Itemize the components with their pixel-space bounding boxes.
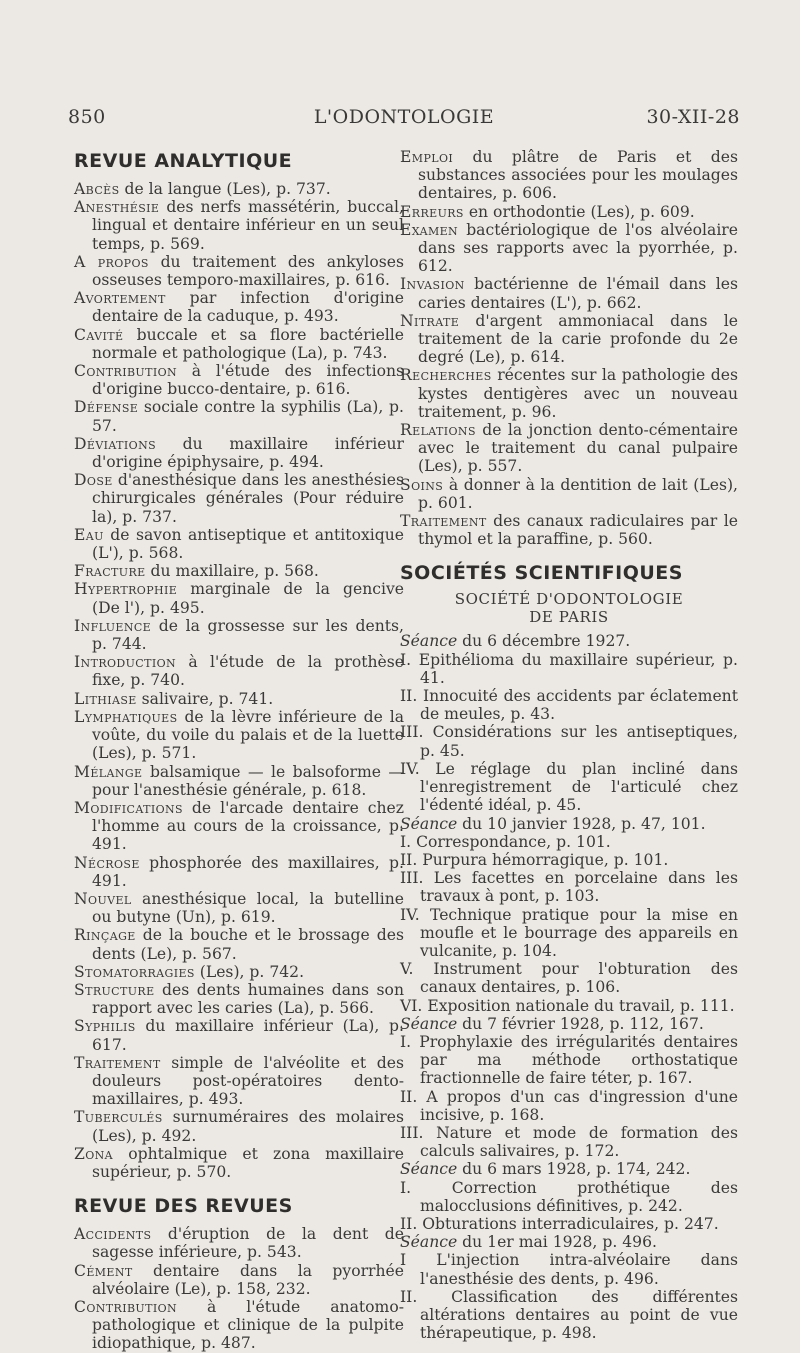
entry-keyword: Introduction: [74, 653, 177, 672]
index-list: [400, 148, 738, 548]
entry-keyword: Lymphatiques: [74, 707, 178, 726]
entry-keyword: Recherches: [400, 366, 492, 385]
entry-text: à l'étude anatomo-pathologique et clinique de la pulpite idiopathique, p. 487.: [92, 1297, 404, 1353]
entry-keyword: Cavité: [74, 325, 124, 344]
seance-label: Séance: [400, 1160, 458, 1179]
entry-keyword: Relations: [400, 421, 476, 440]
entry-text: marginale de la gencive (De l'), p. 495.: [92, 580, 404, 617]
entry-text: de savon antiseptique et antitoxique (L'), p. 568.: [92, 525, 404, 563]
entry-keyword: Contribution: [74, 1297, 178, 1316]
entry-text: de la lèvre inférieure de la voûte, du voile du palais et de la luette (Les), p. 571.: [92, 707, 404, 763]
index-entry: [74, 708, 404, 763]
entry-keyword: Rinçage: [74, 926, 136, 945]
entry-text: du plâtre de Paris et des substances associées pour les moulages dentaires, p. 606.: [418, 148, 738, 203]
seance-item: VI. Exposition nationale du travail, p. 111.: [400, 996, 735, 1015]
entry-keyword: Zona: [74, 1144, 114, 1163]
index-entry: [400, 421, 738, 476]
left-column: [74, 148, 404, 1353]
index-entry: [74, 1145, 404, 1181]
index-entry: [74, 963, 404, 981]
index-entry: [74, 398, 404, 434]
entry-text: à l'étude des infections d'origine bucco-dentaire, p. 616.: [92, 362, 404, 399]
index-entry: [74, 617, 404, 653]
entry-keyword: Modifications: [74, 798, 183, 817]
seance-item: IV. Le réglage du plan incliné dans l'enregistrement de l'articulé chez l'édenté idéal, p. 45.: [400, 759, 738, 815]
entry-keyword: Défense: [74, 398, 139, 417]
entry-text: de la langue (Les), p. 737.: [119, 180, 331, 198]
entry-keyword: Anesthésie: [74, 198, 160, 217]
index-entry: [74, 562, 404, 580]
entry-text: buccale et sa flore bactérielle normale et pathologique (La), p. 743.: [92, 325, 404, 362]
seance-label: Séance: [400, 814, 458, 833]
society-name: [400, 590, 738, 626]
section-title-revue-des-revues: REVUE DES REVUES: [74, 1195, 293, 1218]
entry-keyword: Traitement: [74, 1053, 161, 1072]
entry-text: dentaire dans la pyorrhée alvéolaire (Le), p. 158, 232.: [92, 1261, 404, 1298]
entry-keyword: Mélange: [74, 762, 143, 781]
entry-keyword: Traitement: [400, 512, 487, 531]
entry-keyword: Eau: [74, 525, 104, 544]
page-number: 850: [68, 106, 106, 128]
index-entry: [74, 1054, 404, 1109]
seance-item: II. Innocuité des accidents par éclatement de meules, p. 43.: [400, 687, 738, 724]
seance-date: du 1er mai 1928, p. 496.: [457, 1233, 657, 1252]
seance-item: II. Purpura hémorragique, p. 101.: [400, 850, 669, 869]
seance-item: I. Correspondance, p. 101.: [400, 832, 611, 851]
index-list: [74, 1225, 404, 1352]
index-entry: [74, 526, 404, 562]
seance-item: V. Instrument pour l'obturation des canaux dentaires, p. 106.: [400, 960, 738, 997]
index-entry: [74, 289, 404, 325]
seance-item: I. Epithélioma du maxillaire supérieur, p. 41.: [400, 650, 738, 687]
entry-keyword: Accidents: [74, 1225, 152, 1244]
index-entry: [74, 890, 404, 926]
entry-keyword: Avortement: [74, 289, 166, 308]
entry-keyword: Soins: [400, 475, 444, 494]
index-entry: [400, 221, 738, 276]
entry-keyword: Nitrate: [400, 311, 460, 330]
seance-item: I. Correction prothétique des malocclusions définitives, p. 242.: [400, 1178, 738, 1215]
seance-list: [400, 632, 738, 1342]
seance-heading: [400, 1233, 738, 1251]
entry-text: des canaux radiculaires par le thymol et la paraffine, p. 560.: [418, 512, 738, 549]
entry-keyword: Déviations: [74, 434, 157, 453]
entry-text: simple de l'alvéolite et des douleurs post-opératoires dento-maxillaires, p. 493.: [92, 1053, 404, 1109]
index-entry: [400, 275, 738, 311]
entry-keyword: Invasion: [400, 275, 465, 294]
entry-text: du maxillaire inférieur d'origine épiphysaire, p. 494.: [92, 434, 404, 472]
index-entry: [74, 253, 404, 289]
entry-keyword: Stomatorragies: [74, 962, 195, 981]
entry-text: sociale contre la syphilis (La), p. 57.: [92, 398, 404, 435]
entry-text: surnuméraires des molaires (Les), p. 492.: [92, 1108, 404, 1145]
index-entry: [74, 1108, 404, 1144]
index-entry: [74, 1017, 404, 1053]
seance-label: Séance: [400, 632, 458, 651]
entry-text: récentes sur la pathologie des kystes dentigères avec un nouveau traitement, p. 96.: [418, 366, 738, 421]
entry-keyword: Nouvel: [74, 889, 132, 908]
index-entry: [74, 362, 404, 398]
entry-text: de l'arcade dentaire chez l'homme au cours de la croissance, p. 491.: [92, 798, 404, 854]
index-entry: [74, 1298, 404, 1353]
seance-item: II. Classification des différentes altérations dentaires au point de vue thérapeutique, p. 498.: [400, 1287, 738, 1343]
index-entry: [400, 512, 738, 548]
entry-text: du traitement des ankyloses osseuses temporo-maxillaires, p. 616.: [92, 252, 404, 290]
entry-keyword: Emploi: [400, 148, 454, 166]
entry-text: (Les), p. 742.: [194, 962, 305, 981]
index-entry: [400, 366, 738, 421]
entry-keyword: Cément: [74, 1261, 133, 1280]
journal-title: L'ODONTOLOGIE: [313, 106, 495, 128]
entry-text: du maxillaire inférieur (La), p. 617.: [92, 1017, 404, 1054]
seance-label: Séance: [400, 1233, 458, 1252]
entry-text: en orthodontie (Les), p. 609.: [463, 202, 695, 221]
entry-text: ophtalmique et zona maxillaire supérieur, p. 570.: [92, 1144, 404, 1181]
entry-keyword: A propos: [74, 252, 149, 271]
index-entry: [400, 476, 738, 512]
index-entry: [74, 799, 404, 854]
entry-keyword: Syphilis: [74, 1017, 136, 1036]
entry-keyword: Dose: [74, 471, 113, 490]
seance-heading: [400, 632, 738, 650]
seance-heading: [400, 1160, 738, 1178]
seance-item: I. Prophylaxie des irrégularités dentaires par ma méthode orthostatique fractionnelle de faire téter, p. 167.: [400, 1032, 738, 1088]
running-header: [68, 106, 740, 140]
entry-text: d'éruption de la dent de sagesse inférieure, p. 543.: [92, 1225, 404, 1262]
index-entry: [400, 148, 738, 203]
entry-text: bactérienne de l'émail dans les caries dentaires (L'), p. 662.: [418, 275, 738, 312]
index-entry: [74, 198, 404, 253]
seance-heading: [400, 1015, 738, 1033]
index-entry: [74, 180, 404, 198]
seance-date: du 10 janvier 1928, p. 47, 101.: [457, 814, 706, 833]
seance-item: III. Nature et mode de formation des calculs salivaires, p. 172.: [400, 1123, 738, 1161]
entry-text: anesthésique local, la butelline ou butyne (Un), p. 619.: [92, 889, 404, 927]
entry-text: des dents humaines dans son rapport avec les caries (La), p. 566.: [92, 980, 404, 1018]
entry-keyword: Fracture: [74, 562, 146, 581]
index-entry: [74, 1225, 404, 1261]
seance-label: Séance: [400, 1014, 458, 1033]
society-name-line2: DE PARIS: [529, 608, 609, 627]
entry-keyword: Examen: [400, 220, 459, 239]
entry-keyword: Abcès: [74, 180, 120, 198]
index-entry: [400, 312, 738, 367]
entry-text: par infection d'origine dentaire de la caduque, p. 493.: [92, 289, 404, 326]
section-title-societes-scientifiques: SOCIÉTÉS SCIENTIFIQUES: [400, 562, 683, 585]
seance-item: II. Obturations interradiculaires, p. 247.: [400, 1214, 719, 1233]
entry-keyword: Influence: [74, 616, 152, 635]
entry-text: de la jonction dento-cémentaire avec le traitement du canal pulpaire (Les), p. 557.: [418, 421, 738, 476]
entry-keyword: Tuberculés: [74, 1108, 163, 1127]
entry-text: du maxillaire, p. 568.: [145, 562, 319, 581]
entry-keyword: Hypertrophie: [74, 580, 178, 599]
entry-text: d'argent ammoniacal dans le traitement de la carie profonde du 2e degré (Le), p. 614.: [418, 311, 738, 367]
index-entry: [74, 435, 404, 471]
seance-item: III. Considérations sur les antiseptiques, p. 45.: [400, 723, 738, 760]
entry-keyword: Nécrose: [74, 853, 140, 872]
seance-item: IV. Technique pratique pour la mise en moufle et le bourrage des appareils en vulcanite, p. 104.: [400, 905, 738, 960]
seance-item: III. Les facettes en porcelaine dans les travaux à pont, p. 103.: [400, 869, 738, 906]
entry-text: des nerfs massétérin, buccal, lingual et dentaire inférieur en un seul temps, p. 569.: [92, 198, 404, 253]
index-entry: [74, 1262, 404, 1298]
entry-text: d'anesthésique dans les anesthésies chirurgicales générales (Pour réduire la), p. 737.: [92, 471, 404, 526]
entry-text: à donner à la dentition de lait (Les), p. 601.: [418, 475, 738, 512]
index-list: [74, 180, 404, 1181]
entry-text: salivaire, p. 741.: [136, 689, 274, 708]
index-entry: [74, 326, 404, 362]
seance-date: du 6 décembre 1927.: [457, 632, 631, 651]
index-entry: [74, 854, 404, 890]
seance-item: I L'injection intra-alvéolaire dans l'anesthésie des dents, p. 496.: [400, 1251, 738, 1288]
entry-keyword: Structure: [74, 980, 155, 999]
seance-date: du 7 février 1928, p. 112, 167.: [457, 1014, 704, 1033]
index-entry: [74, 981, 404, 1017]
seance-item: II. A propos d'un cas d'ingression d'une incisive, p. 168.: [400, 1087, 738, 1124]
right-column: [400, 148, 738, 1342]
society-name-line1: SOCIÉTÉ D'ODONTOLOGIE: [454, 590, 684, 609]
entry-text: balsamique — le balsoforme — pour l'anesthésie générale, p. 618.: [92, 762, 404, 799]
index-entry: [400, 203, 738, 221]
seance-date: du 6 mars 1928, p. 174, 242.: [457, 1160, 691, 1179]
section-title-revue-analytique: REVUE ANALYTIQUE: [74, 150, 293, 172]
issue-date: 30-XII-28: [646, 106, 740, 128]
entry-text: de la bouche et le brossage des dents (Le), p. 567.: [92, 926, 404, 963]
index-entry: [74, 763, 404, 799]
entry-text: phosphorée des maxillaires, p. 491.: [92, 853, 404, 890]
entry-keyword: Erreurs: [400, 202, 464, 221]
index-entry: [74, 471, 404, 526]
entry-text: bactériologique de l'os alvéolaire dans ses rapports avec la pyorrhée, p. 612.: [418, 220, 738, 276]
entry-text: de la grossesse sur les dents, p. 744.: [92, 616, 404, 654]
index-entry: [74, 690, 404, 708]
index-entry: [74, 926, 404, 962]
index-entry: [74, 653, 404, 689]
entry-keyword: Lithiase: [74, 689, 137, 708]
seance-heading: [400, 815, 738, 833]
entry-text: à l'étude de la prothèse fixe, p. 740.: [92, 653, 404, 690]
entry-keyword: Contribution: [74, 362, 178, 381]
index-entry: [74, 580, 404, 616]
